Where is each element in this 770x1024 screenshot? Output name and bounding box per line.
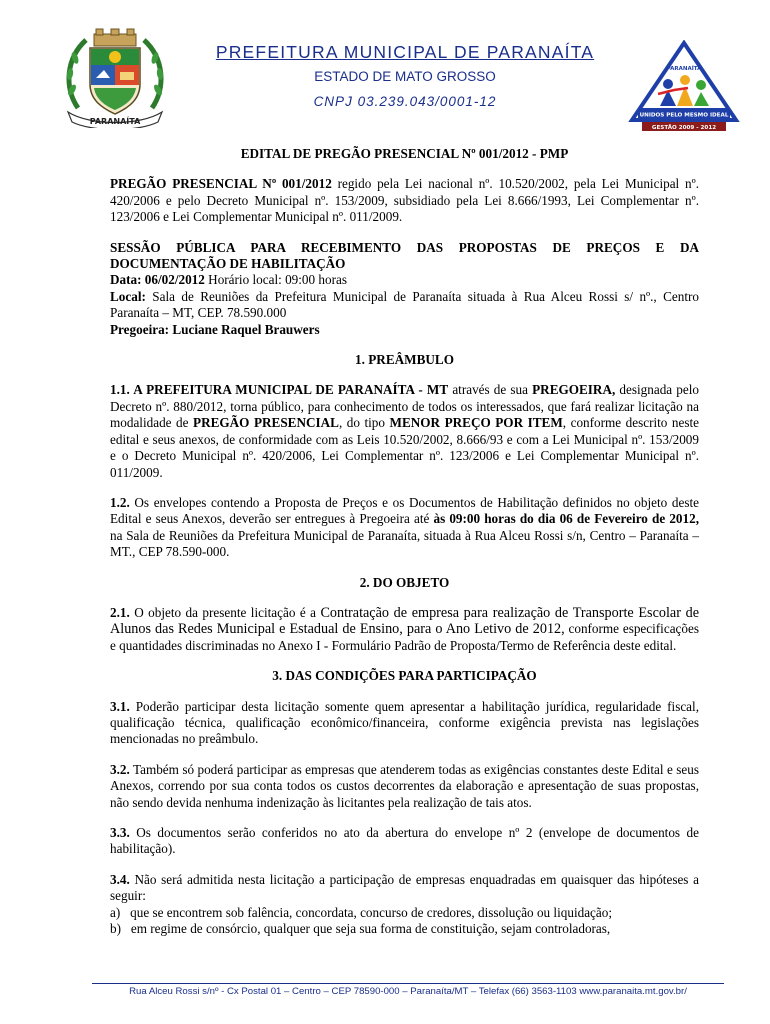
edital-title: EDITAL DE PREGÃO PRESENCIAL Nº 001/2012 - PMP bbox=[240, 146, 569, 161]
footer-address: Rua Alceu Rossi s/nº - Cx Postal 01 – Centro – CEP 78590-000 – Paranaíta/MT – Telefax (66) 3563-1103 www.paranaita.mt.gov.br/ bbox=[129, 986, 687, 997]
crest-label: PARANAÍTA bbox=[89, 117, 141, 126]
badge-slogan: UNIDOS PELO MESMO IDEAL bbox=[639, 112, 729, 119]
clause-3-1: 3.1. Poderão participar desta licitação somente quem apresentar a habilitação jurídica, regularidade fiscal, qualificação técnica, qualificação econômico/financeira, conforme exigência prevista nas legislações mencionadas no preâmbulo. bbox=[110, 698, 699, 747]
clause-1-1: 1.1. A PREFEITURA MUNICIPAL DE PARANAÍTA - MT através de sua PREGOEIRA, designada pelo Decreto nº. 880/2012, torna público, para conhecimento de todos os interessados, que fará realizar licitação na modalidade de PREGÃO PRESENCIAL, do tipo MENOR PREÇO POR ITEM, conforme descrito neste edital e seus anexos, de conformidade com as Leis 10.520/2002, 8.666/93 e com a Lei Municipal nº. 153/2009 e o Decreto Municipal nº. 420/2006, Lei Complementar nº. 123/2006 e Lei Complementar Municipal nº. 011/2009. bbox=[110, 382, 700, 480]
state-subtitle: ESTADO DE MATO GROSSO bbox=[314, 69, 496, 84]
clause-2-1: 2.1. O objeto da presente licitação é a Contratação de empresa para realização de Transporte Escolar de Alunos das Redes Municipal e Estadual de Ensino, para o Ano Letivo de 2012, conforme especificações e quantidades discriminadas no Anexo I - Formulário Padrão de Proposta/Termo de Referência deste edital. bbox=[110, 604, 699, 653]
section-3-heading: 3. DAS CONDIÇÕES PARA PARTICIPAÇÃO bbox=[272, 668, 537, 684]
clause-1-2: 1.2. Os envelopes contendo a Proposta de Preços e os Documentos de Habilitação definidos no objeto deste Edital e seus Anexos, deverão ser entregues à Pregoeira até às 09:00 horas do dia 06 de Fevereiro de 2012, na Sala de Reuniões da Prefeitura Municipal de Paranaíta, situada à Rua Alceu Rossi s/n, Centro – Paranaíta – MT., CEP 78.590-000. bbox=[110, 494, 699, 560]
page-title: PREFEITURA MUNICIPAL DE PARANAÍTA bbox=[215, 42, 595, 62]
intro-paragraph: PREGÃO PRESENCIAL Nº 001/2012 regido pela Lei nacional nº. 10.520/2002, pela Lei Municipal nº. 420/2006 e pelo Decreto Municipal nº. 153/2009, subsidiado pela Lei 8.666/1993, Lei Complementar nº. 123/2006 e Lei Complementar Municipal nº. 011/2009. bbox=[110, 176, 699, 225]
badge-name: PARANAÍTA bbox=[666, 66, 702, 72]
clause-3-2: 3.2. Também só poderá participar as empresas que atenderem todas as exigências constantes deste Edital e seus Anexos, correndo por sua conta todos os custos decorrentes da elaboração e apresentação de suas propostas, não sendo devida nenhuma indenização às licitantes pela realização de tais atos. bbox=[110, 761, 699, 810]
clause-3-3: 3.3. Os documentos serão conferidos no ato da abertura do envelope nº 2 (envelope de documentos de habilitação). bbox=[110, 825, 699, 857]
administration-badge bbox=[628, 40, 740, 136]
session-local: Local: Sala de Reuniões da Prefeitura Municipal de Paranaíta situada à Rua Alceu Rossi s/ nº., Centro Paranaíta – MT, CEP. 78.590.000 bbox=[110, 288, 699, 321]
clause-3-4: 3.4. Não será admitida nesta licitação a participação de empresas enquadradas em quaisquer das hipóteses a seguir: bbox=[110, 871, 699, 904]
section-2-heading: 2. DO OBJETO bbox=[359, 574, 450, 590]
document-body bbox=[110, 146, 699, 937]
badge-term: GESTÃO 2009 - 2012 bbox=[651, 125, 717, 131]
section-1-heading: 1. PREÂMBULO bbox=[355, 352, 454, 368]
list-item: a) que se encontrem sob falência, concordata, concurso de credores, dissolução ou liquidação; bbox=[110, 904, 613, 920]
footer-divider bbox=[92, 983, 724, 984]
session-heading: SESSÃO PÚBLICA PARA RECEBIMENTO DAS PROPOSTAS DE PREÇOS E DA DOCUMENTAÇÃO DE HABILITAÇÃO bbox=[110, 239, 699, 272]
session-date: Data: 06/02/2012 Horário local: 09:00 horas bbox=[110, 272, 347, 288]
list-item: b) em regime de consórcio, qualquer que seja sua forma de constituição, sejam controladoras, bbox=[110, 921, 611, 937]
cnpj-line: CNPJ 03.239.043/0001-12 bbox=[313, 94, 497, 109]
municipal-crest bbox=[60, 28, 170, 128]
session-pregoeira: Pregoeira: Luciane Raquel Brauwers bbox=[110, 321, 320, 337]
